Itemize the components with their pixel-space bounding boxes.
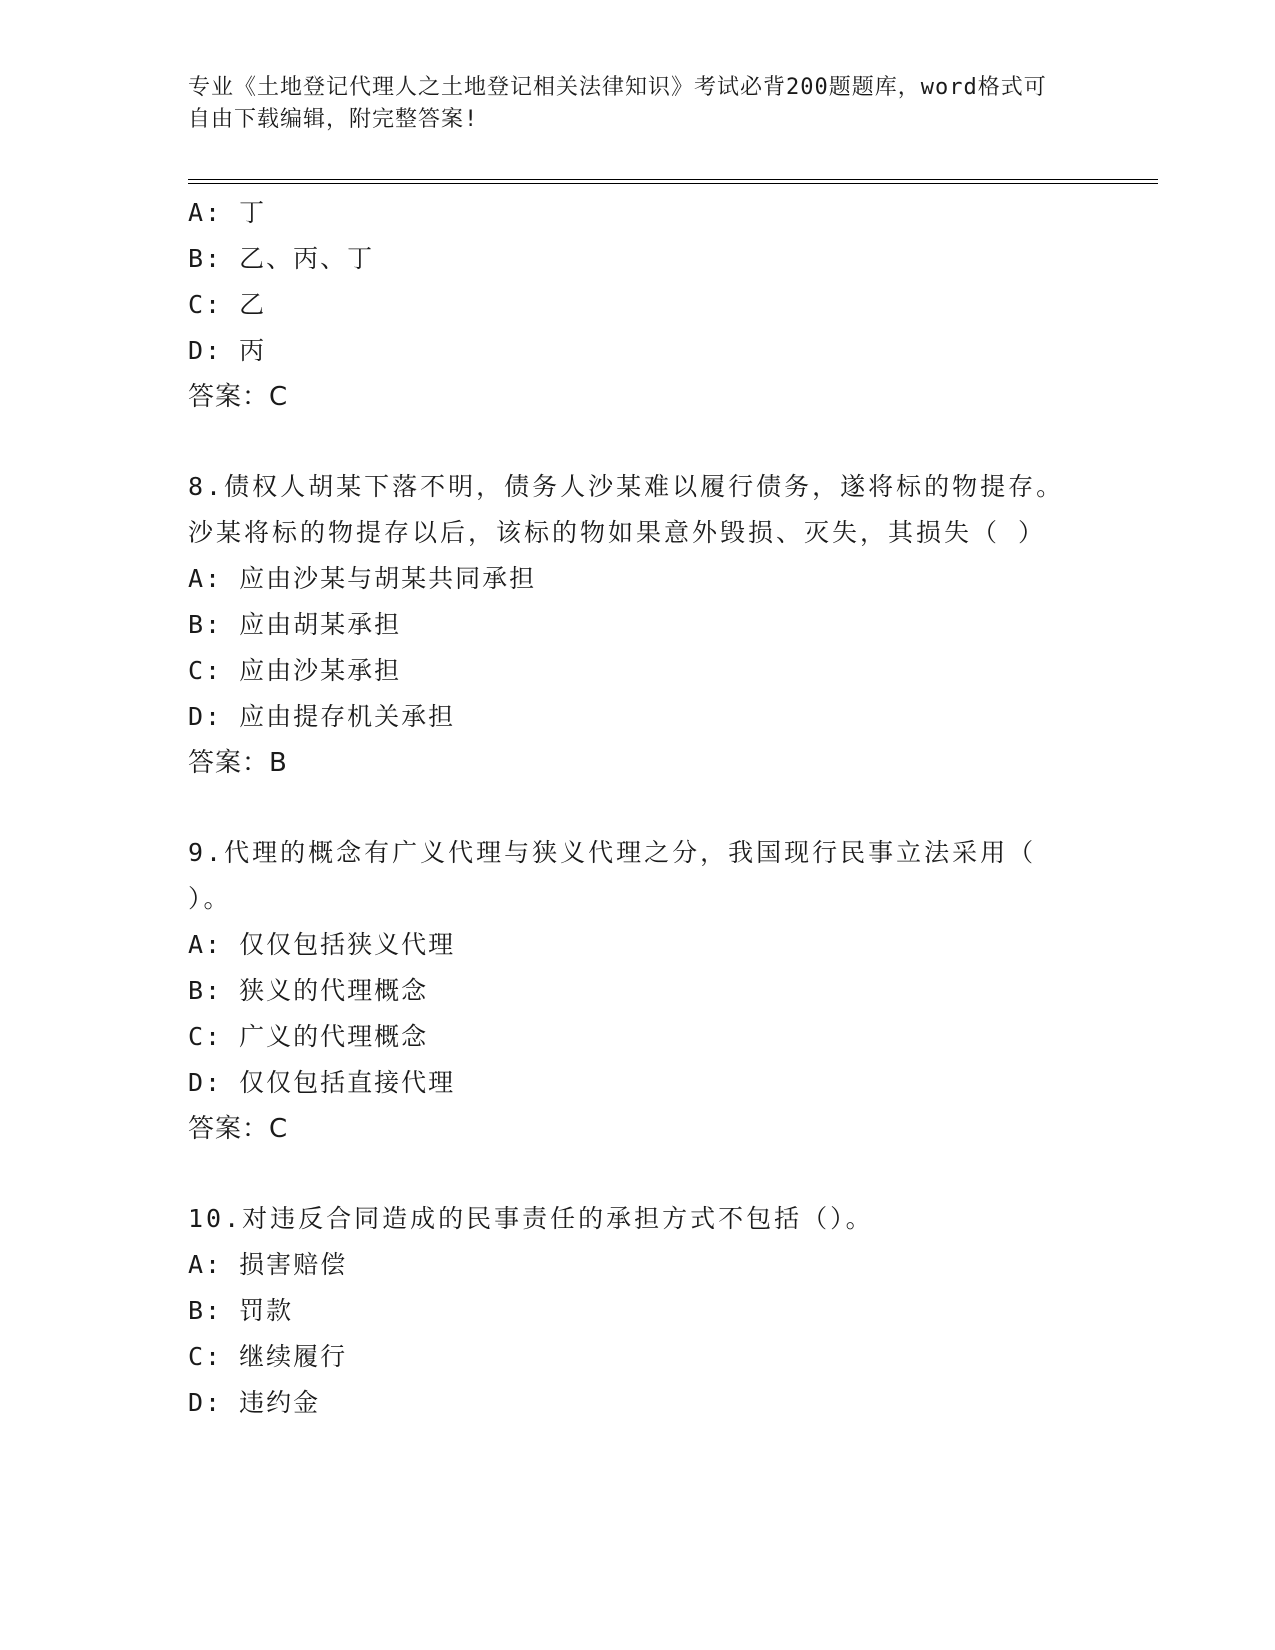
option-b: B: 罚款 — [188, 1296, 294, 1325]
option-a: A: 丁 — [188, 198, 267, 227]
spacer — [188, 420, 1068, 464]
option-c: C: 广义的代理概念 — [188, 1022, 429, 1051]
question-7-block — [188, 190, 1068, 420]
option-d: D: 丙 — [188, 336, 267, 365]
header-rule-top — [188, 179, 1158, 180]
spacer — [188, 1152, 1068, 1196]
question-text: 9.代理的概念有广义代理与狭义代理之分，我国现行民事立法采用（ ）。 — [188, 838, 1037, 913]
document-header: 专业《土地登记代理人之土地登记相关法律知识》考试必背200题题库，word格式可自由下载编辑，附完整答案! — [188, 75, 1047, 132]
option-a: A: 应由沙某与胡某共同承担 — [188, 564, 537, 593]
question-9-block — [188, 830, 1068, 1152]
option-d: D: 违约金 — [188, 1388, 321, 1417]
option-b: B: 应由胡某承担 — [188, 610, 402, 639]
option-c: C: 继续履行 — [188, 1342, 348, 1371]
question-text: 10.对违反合同造成的民事责任的承担方式不包括（）。 — [188, 1204, 874, 1233]
option-a: A: 损害赔偿 — [188, 1250, 348, 1279]
answer-line: 答案：C — [188, 382, 289, 412]
question-10-block — [188, 1196, 1068, 1426]
option-a: A: 仅仅包括狭义代理 — [188, 930, 456, 959]
spacer — [188, 786, 1068, 830]
option-d: D: 仅仅包括直接代理 — [188, 1068, 456, 1097]
option-c: C: 乙 — [188, 290, 267, 319]
answer-line: 答案：C — [188, 1114, 289, 1144]
option-b: B: 乙、丙、丁 — [188, 244, 375, 273]
answer-line: 答案：B — [188, 748, 288, 778]
option-d: D: 应由提存机关承担 — [188, 702, 456, 731]
option-c: C: 应由沙某承担 — [188, 656, 402, 685]
option-b: B: 狭义的代理概念 — [188, 976, 429, 1005]
question-list — [188, 190, 1068, 1426]
question-text: 8.债权人胡某下落不明，债务人沙某难以履行债务，遂将标的物提存。沙某将标的物提存以后，该标的物如果意外毁损、灭失，其损失（ ） — [188, 472, 1065, 547]
header-rule-bottom — [188, 183, 1158, 184]
question-8-block — [188, 464, 1068, 786]
